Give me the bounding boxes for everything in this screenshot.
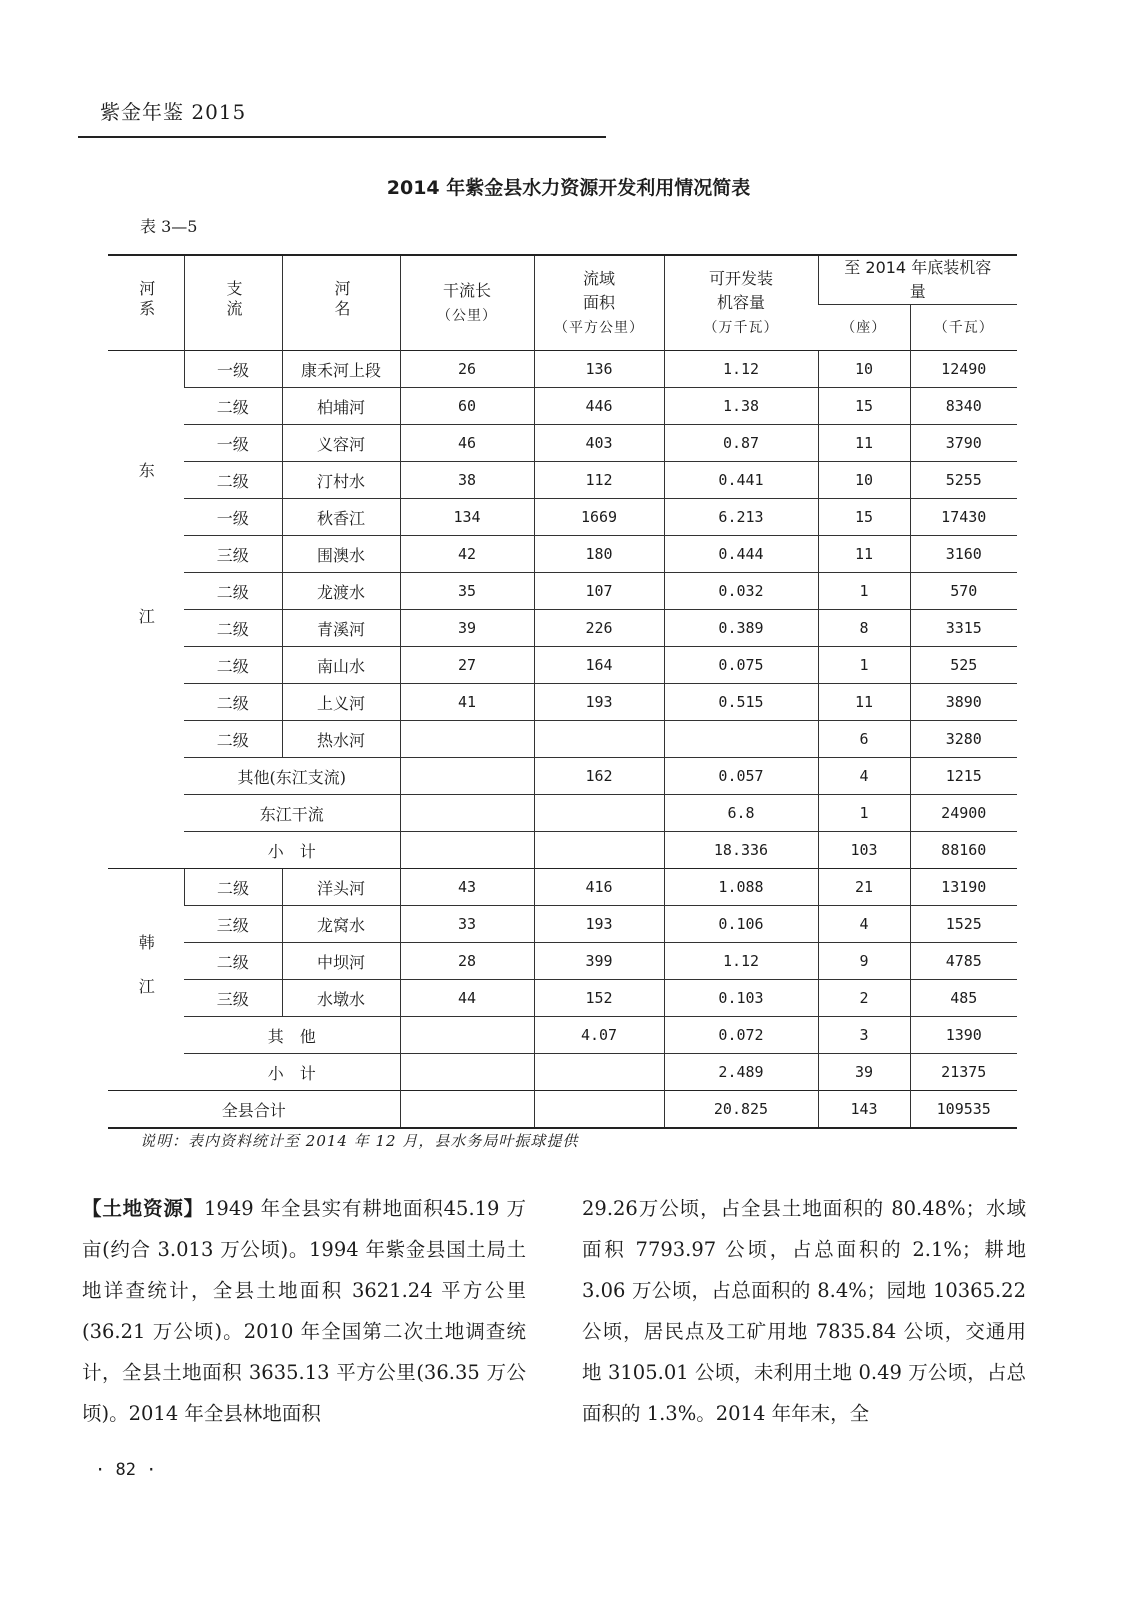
table-cell: 0.072	[664, 1017, 818, 1054]
table-cell	[400, 1054, 534, 1091]
table-cell: 南山水	[282, 647, 400, 684]
table-cell	[534, 1091, 664, 1129]
table-cell: 4.07	[534, 1017, 664, 1054]
table-cell: 汀村水	[282, 462, 400, 499]
table-cell: 446	[534, 388, 664, 425]
h-area-label-2: 面积	[582, 292, 615, 312]
table-cell: 青溪河	[282, 610, 400, 647]
table-cell: 180	[534, 536, 664, 573]
table-cell: 143	[818, 1091, 910, 1129]
table-cell: 1215	[910, 758, 1017, 795]
table-cell: 8340	[910, 388, 1017, 425]
table-cell: 12490	[910, 351, 1017, 388]
table-cell: 洋头河	[282, 869, 400, 906]
table-cell	[534, 1054, 664, 1091]
table-row	[108, 758, 1017, 795]
table-cell: 4	[818, 758, 910, 795]
table-cell: 13190	[910, 869, 1017, 906]
h-stations-unit: （座）	[841, 320, 887, 336]
table-cell: 60	[400, 388, 534, 425]
table-cell: 226	[534, 610, 664, 647]
river-system-cell	[108, 351, 184, 869]
table-cell: 162	[534, 758, 664, 795]
table-cell: 44	[400, 980, 534, 1017]
table-cell: 二级	[184, 610, 282, 647]
table-row	[108, 610, 1017, 647]
table-row	[108, 684, 1017, 721]
table-cell: 上义河	[282, 684, 400, 721]
running-header: 紫金年鉴 2015	[100, 100, 247, 124]
h-area-label-1: 流域	[582, 268, 615, 288]
table-cell: 164	[534, 647, 664, 684]
table-cell: 0.444	[664, 536, 818, 573]
table-cell: 1669	[534, 499, 664, 536]
table-cell	[400, 832, 534, 869]
table-cell: 水墩水	[282, 980, 400, 1017]
header-river-system	[108, 255, 184, 351]
table-cell: 43	[400, 869, 534, 906]
table-cell: 6	[818, 721, 910, 758]
table-cell: 二级	[184, 943, 282, 980]
table-cell: 11	[818, 425, 910, 462]
table-cell: 2	[818, 980, 910, 1017]
table-row	[108, 388, 1017, 425]
table-cell	[534, 795, 664, 832]
hydro-table	[108, 254, 1017, 1129]
table-cell: 二级	[184, 869, 282, 906]
table-cell: 二级	[184, 647, 282, 684]
table-cell: 二级	[184, 721, 282, 758]
table-row	[108, 943, 1017, 980]
table-cell: 全县合计	[108, 1091, 400, 1129]
header-capacity	[664, 255, 818, 351]
h-installed-label: 至 2014 年底装机容量	[844, 258, 992, 301]
table-cell: 3160	[910, 536, 1017, 573]
table-cell: 15	[818, 499, 910, 536]
table-row	[108, 1054, 1017, 1091]
table-cell: 6.8	[664, 795, 818, 832]
table-cell: 39	[818, 1054, 910, 1091]
table-cell: 4	[818, 906, 910, 943]
table-cell: 18.336	[664, 832, 818, 869]
table-cell: 一级	[184, 351, 282, 388]
right-paragraph: 29.26万公顷，占全县土地面积的 80.48%；水域面积 7793.97 公顷，占总面积的 2.1%；耕地 3.06 万公顷，占总面积的 8.4%；园地 10365.22公顷，居民点及工矿用地 7835.84 公顷，交通用地 3105.01 公顷，未利用土地 0.49 万公顷，占总面积的 1.3%。2014 年年末，全	[582, 1197, 1026, 1425]
table-cell: 其他(东江支流)	[184, 758, 400, 795]
header-branch	[184, 255, 282, 351]
table-cell: 485	[910, 980, 1017, 1017]
header-river-name	[282, 255, 400, 351]
table-cell: 88160	[910, 832, 1017, 869]
table-title: 2014 年紫金县水力资源开发利用情况简表	[386, 177, 751, 199]
table-cell: 193	[534, 906, 664, 943]
table-cell: 11	[818, 536, 910, 573]
table-note: 说明：表内资料统计至 2014 年 12 月，县水务局叶振球提供	[140, 1132, 579, 1150]
body-column-left	[82, 1188, 526, 1434]
table-cell: 39	[400, 610, 534, 647]
table-cell: 399	[534, 943, 664, 980]
table-cell: 26	[400, 351, 534, 388]
table-cell: 403	[534, 425, 664, 462]
h-capacity-label-1: 可开发装	[708, 268, 773, 288]
table-cell: 二级	[184, 573, 282, 610]
table-cell: 二级	[184, 684, 282, 721]
table-row	[108, 462, 1017, 499]
table-cell: 3790	[910, 425, 1017, 462]
table-cell	[534, 832, 664, 869]
table-cell: 中坝河	[282, 943, 400, 980]
h-length-label: 干流长	[442, 280, 491, 300]
table-cell: 1525	[910, 906, 1017, 943]
page-number: · 82 ·	[95, 1460, 157, 1480]
section-heading: 【土地资源】	[82, 1197, 204, 1220]
table-cell: 3	[818, 1017, 910, 1054]
table-cell: 134	[400, 499, 534, 536]
header-area	[534, 255, 664, 351]
table-cell: 一级	[184, 425, 282, 462]
table-cell: 3315	[910, 610, 1017, 647]
table-cell: 1.088	[664, 869, 818, 906]
h-river-system-label: 河系	[136, 279, 156, 320]
h-branch-label: 支流	[224, 279, 243, 320]
table-row	[108, 869, 1017, 906]
table-cell: 35	[400, 573, 534, 610]
table-cell: 42	[400, 536, 534, 573]
table-cell	[534, 721, 664, 758]
table-cell: 21	[818, 869, 910, 906]
table-cell: 1390	[910, 1017, 1017, 1054]
table-cell: 103	[818, 832, 910, 869]
river-system-label: 东江	[136, 461, 156, 754]
table-row	[108, 499, 1017, 536]
table-cell: 136	[534, 351, 664, 388]
table-cell: 20.825	[664, 1091, 818, 1129]
table-cell: 1	[818, 573, 910, 610]
table-cell: 5255	[910, 462, 1017, 499]
table-cell: 东江干流	[184, 795, 400, 832]
table-row	[108, 425, 1017, 462]
table-cell: 其 他	[184, 1017, 400, 1054]
table-cell: 热水河	[282, 721, 400, 758]
table-cell: 1.38	[664, 388, 818, 425]
table-cell	[400, 1091, 534, 1129]
table-cell: 1.12	[664, 351, 818, 388]
table-row	[108, 1017, 1017, 1054]
table-cell: 109535	[910, 1091, 1017, 1129]
table-cell: 围澳水	[282, 536, 400, 573]
table-cell: 193	[534, 684, 664, 721]
table-cell: 1.12	[664, 943, 818, 980]
table-cell: 38	[400, 462, 534, 499]
table-row	[108, 351, 1017, 388]
table-row	[108, 832, 1017, 869]
table-cell: 10	[818, 462, 910, 499]
table-row	[108, 906, 1017, 943]
table-cell	[664, 721, 818, 758]
header-rule	[78, 136, 606, 138]
header-installed	[818, 255, 1017, 305]
table-cell: 10	[818, 351, 910, 388]
body-column-right	[582, 1188, 1026, 1434]
h-kw-unit: （千瓦）	[933, 320, 994, 336]
table-cell: 6.213	[664, 499, 818, 536]
river-system-cell	[108, 869, 184, 1091]
header-kw	[910, 305, 1017, 351]
table-cell: 1	[818, 647, 910, 684]
table-cell: 0.389	[664, 610, 818, 647]
table-cell: 0.515	[664, 684, 818, 721]
table-cell: 27	[400, 647, 534, 684]
table-cell: 9	[818, 943, 910, 980]
table-row	[108, 795, 1017, 832]
table-cell	[400, 721, 534, 758]
h-capacity-label-2: 机容量	[716, 292, 765, 312]
table-cell: 秋香江	[282, 499, 400, 536]
table-cell: 33	[400, 906, 534, 943]
table-row	[108, 721, 1017, 758]
table-row	[108, 573, 1017, 610]
table-cell: 2.489	[664, 1054, 818, 1091]
table-row	[108, 980, 1017, 1017]
table-cell: 康禾河上段	[282, 351, 400, 388]
table-cell: 11	[818, 684, 910, 721]
table-cell: 41	[400, 684, 534, 721]
table-cell: 24900	[910, 795, 1017, 832]
h-capacity-unit: （万千瓦）	[703, 319, 779, 336]
table-cell: 0.87	[664, 425, 818, 462]
table-cell: 0.057	[664, 758, 818, 795]
table-cell: 0.075	[664, 647, 818, 684]
table-cell: 4785	[910, 943, 1017, 980]
table-cell: 三级	[184, 906, 282, 943]
left-paragraph: 1949 年全县实有耕地面积45.19 万亩(约合 3.013 万公顷)。1994 年紫金县国土局土地详查统计，全县土地面积 3621.24 平方公里(36.21 万公顷)。2010 年全国第二次土地调查统计，全县土地面积 3635.13 平方公里(36.35 万公顷)。2014 年全县林地面积	[82, 1197, 526, 1425]
h-length-unit: （公里）	[437, 307, 497, 324]
table-cell: 570	[910, 573, 1017, 610]
table-cell: 0.106	[664, 906, 818, 943]
table-cell: 28	[400, 943, 534, 980]
table-cell: 21375	[910, 1054, 1017, 1091]
table-cell: 0.032	[664, 573, 818, 610]
table-cell: 152	[534, 980, 664, 1017]
table-cell: 15	[818, 388, 910, 425]
table-cell: 柏埔河	[282, 388, 400, 425]
h-river-name-label: 河名	[332, 279, 351, 320]
table-cell: 1	[818, 795, 910, 832]
table-cell: 46	[400, 425, 534, 462]
table-row	[108, 536, 1017, 573]
table-cell: 三级	[184, 536, 282, 573]
table-cell: 小 计	[184, 1054, 400, 1091]
header-length	[400, 255, 534, 351]
table-cell: 一级	[184, 499, 282, 536]
table-row	[108, 647, 1017, 684]
table-cell: 0.441	[664, 462, 818, 499]
table-cell	[400, 795, 534, 832]
table-cell: 525	[910, 647, 1017, 684]
table-cell: 龙窝水	[282, 906, 400, 943]
table-cell	[400, 1017, 534, 1054]
table-cell: 8	[818, 610, 910, 647]
table-cell: 17430	[910, 499, 1017, 536]
table-cell: 416	[534, 869, 664, 906]
river-system-label: 韩江	[136, 933, 156, 1022]
table-cell: 112	[534, 462, 664, 499]
table-cell: 小 计	[184, 832, 400, 869]
table-cell	[400, 758, 534, 795]
table-row-total	[108, 1091, 1017, 1129]
table-cell: 3890	[910, 684, 1017, 721]
table-cell: 三级	[184, 980, 282, 1017]
table-number: 表 3—5	[140, 217, 198, 236]
header-stations	[818, 305, 910, 351]
table-cell: 义容河	[282, 425, 400, 462]
table-cell: 二级	[184, 388, 282, 425]
table-cell: 3280	[910, 721, 1017, 758]
table-cell: 107	[534, 573, 664, 610]
h-area-unit: （平方公里）	[554, 319, 644, 336]
table-cell: 二级	[184, 462, 282, 499]
table-cell: 0.103	[664, 980, 818, 1017]
table-cell: 龙渡水	[282, 573, 400, 610]
